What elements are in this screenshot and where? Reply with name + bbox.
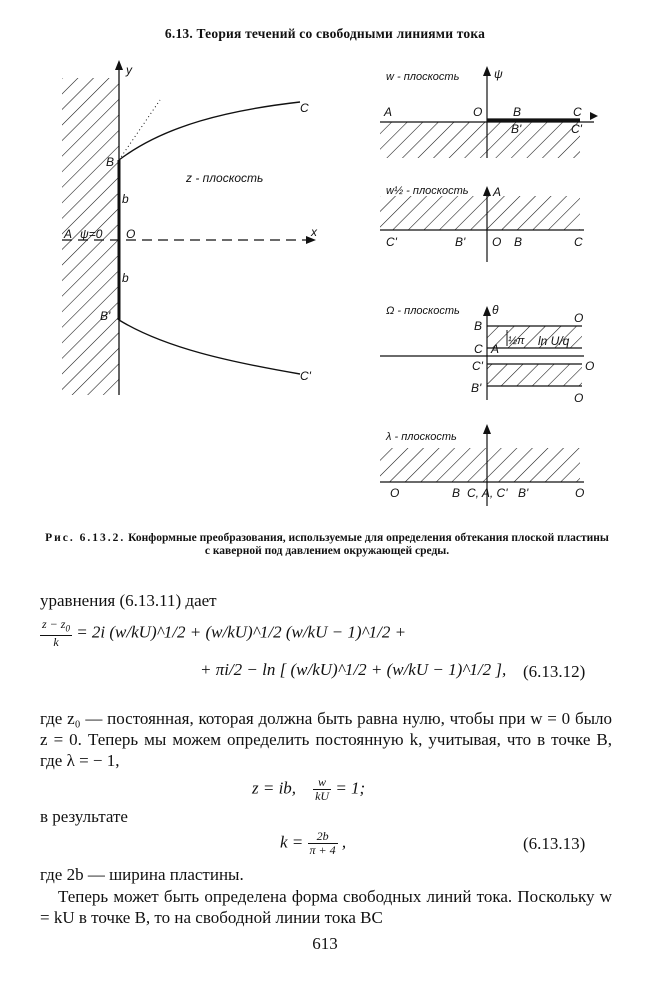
w-half-label-C: C bbox=[574, 235, 583, 249]
omega-label-O-bottom: O bbox=[574, 391, 584, 405]
paragraph-5: Теперь может быть определена форма свободных линий тока. Поскольку w = kU в точке B, то на свободной линии тока BC bbox=[40, 887, 612, 927]
label-C: C bbox=[300, 101, 309, 115]
z-plane-title: z - плоскость bbox=[186, 171, 264, 185]
label-A: A bbox=[64, 227, 73, 241]
y-axis-label: y bbox=[126, 63, 132, 77]
paragraph-1: уравнения (6.13.11) дает bbox=[40, 591, 217, 610]
lambda-hatched-region bbox=[380, 448, 580, 482]
lambda-label-CAC: C, A, C' bbox=[467, 486, 508, 500]
paragraph-4: где 2b — ширина пластины. bbox=[40, 865, 244, 884]
omega-label-O-mid: O bbox=[585, 359, 595, 373]
w-label-C: C bbox=[573, 105, 582, 119]
lambda-label-O-left: O bbox=[390, 486, 400, 500]
w-half-label-O: O bbox=[492, 235, 502, 249]
w-axis-arrow-icon bbox=[590, 112, 598, 120]
equation-number-13: (6.13.13) bbox=[523, 834, 586, 853]
w-label-B-prime: B' bbox=[511, 122, 522, 136]
w-plane-hatched-region bbox=[380, 122, 580, 158]
label-psi0: ψ=0 bbox=[80, 227, 103, 241]
w-half-arrow-icon bbox=[483, 186, 491, 196]
lambda-plane-diagram bbox=[380, 424, 584, 506]
omega-plane-diagram bbox=[380, 303, 594, 405]
eq12-line2-text: + πi/2 − ln [ (w/kU)^1/2 + (w/kU − 1)^1/2 ], bbox=[200, 660, 507, 679]
label-C-prime: C' bbox=[300, 369, 311, 383]
paragraph-2: где z₀ — постоянная, которая должна быть равна нулю, чтобы при w = 0 было z = 0. Теперь мы можем определить постоянную k, учитывая, что в точке B, где λ = − 1, bbox=[40, 709, 612, 770]
caption-prefix: Рис. 6.13.2. bbox=[45, 532, 126, 544]
label-O: O bbox=[126, 227, 136, 241]
figure-caption bbox=[42, 532, 612, 558]
running-header: 6.13. Теория течений со свободными линиями тока bbox=[164, 26, 486, 41]
z-plane-diagram bbox=[62, 60, 318, 395]
omega-arrow-icon bbox=[483, 306, 491, 316]
page-number: 613 bbox=[312, 934, 338, 953]
equation-6-13-13: k = $\frac{2b}{\pi + 4}$ , bbox=[280, 829, 347, 857]
lambda-label-B: B bbox=[452, 486, 461, 500]
lambda-arrow-icon bbox=[483, 424, 491, 434]
omega-label-ln: ln U/q bbox=[538, 334, 570, 348]
equation-number-12: (6.13.12) bbox=[523, 662, 586, 681]
x-axis-label: x bbox=[311, 225, 317, 239]
omega-label-half-pi: ½π bbox=[508, 335, 525, 347]
free-streamline-BpCp bbox=[119, 320, 300, 374]
eq-equals-one: = 1; bbox=[335, 778, 366, 798]
eq13-lhs: k = bbox=[280, 832, 304, 852]
w-half-label-B: B bbox=[514, 235, 523, 249]
dotted-guide bbox=[119, 100, 160, 160]
w-half-plane-diagram bbox=[380, 185, 584, 262]
omega-label-B: B bbox=[474, 319, 483, 333]
w-axis-psi: ψ bbox=[494, 67, 503, 81]
y-axis-arrow-icon bbox=[115, 60, 123, 70]
w-label-B: B bbox=[513, 105, 522, 119]
w-imag-arrow-icon bbox=[483, 66, 491, 76]
w-label-O: O bbox=[473, 105, 483, 119]
omega-label-O-top: O bbox=[574, 311, 584, 325]
w-half-label-B-prime: B' bbox=[455, 235, 466, 249]
w-half-label-A: A bbox=[493, 185, 502, 199]
label-b-upper: b bbox=[122, 192, 129, 206]
w-label-A: A bbox=[384, 105, 393, 119]
w-half-label-C-prime: C' bbox=[386, 235, 397, 249]
w-plane-title: w - плоскость bbox=[386, 71, 460, 83]
w-half-hatched-region bbox=[380, 196, 580, 230]
w-plane-diagram bbox=[380, 66, 598, 158]
paragraph-3: в результате bbox=[40, 807, 128, 826]
omega-label-A: A bbox=[491, 342, 500, 356]
omega-label-C-prime: C' bbox=[472, 359, 483, 373]
eq13-numerator: 2b bbox=[308, 830, 338, 844]
w-label-C-prime: C' bbox=[571, 122, 582, 136]
eq12-line1-rhs: = 2i (w/kU)^1/2 + (w/kU)^1/2 (w/kU − 1)^1/2 + bbox=[76, 622, 407, 642]
eq-z-ib: z = ib, bbox=[252, 778, 297, 798]
lambda-label-B-prime: B' bbox=[518, 486, 529, 500]
label-B-prime: B' bbox=[100, 309, 111, 323]
lambda-label-O-right: O bbox=[575, 486, 585, 500]
equation-z-ib: z = ib, $\frac{w}{kU}$ = 1; bbox=[252, 775, 366, 803]
omega-plane-title: Ω - плоскость bbox=[386, 305, 460, 317]
equation-6-13-12-line2 bbox=[200, 660, 506, 680]
equation-6-13-12-line1: $\frac{z - z_0}{k}$ = 2i (w/kU)^1/2 + (w/kU)^1/2 (w/kU − 1)^1/2 + bbox=[42, 617, 407, 650]
caption-text: Конформные преобразования, используемые для определения обтекания плоской пластины с каверной под давлением окружающей среды. bbox=[128, 532, 609, 557]
w-half-plane-title: w½ - плоскость bbox=[386, 185, 469, 197]
free-streamline-BC bbox=[119, 102, 300, 160]
omega-strip-lower bbox=[487, 364, 582, 386]
omega-theta: θ bbox=[492, 303, 499, 317]
label-b-lower: b bbox=[122, 271, 129, 285]
label-B: B bbox=[106, 155, 115, 169]
omega-label-C: C bbox=[474, 342, 483, 356]
lambda-plane-title: λ - плоскость bbox=[386, 431, 457, 443]
eq13-denominator: π + 4 bbox=[309, 843, 336, 857]
omega-label-B-prime: B' bbox=[471, 381, 482, 395]
